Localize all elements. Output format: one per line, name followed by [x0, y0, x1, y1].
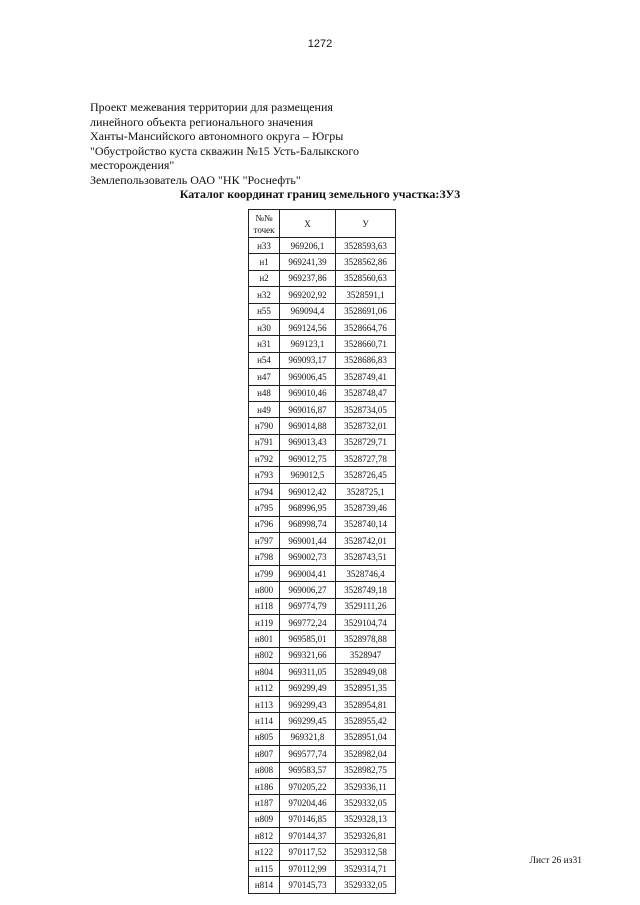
x-coordinate-cell: 969016,87: [280, 401, 336, 417]
table-row: [249, 319, 396, 335]
table-row: [249, 352, 396, 368]
table-row: [249, 664, 396, 680]
point-number-cell: н792: [249, 451, 280, 467]
x-coordinate-cell: 969012,5: [280, 467, 336, 483]
point-number-cell: н114: [249, 713, 280, 729]
x-coordinate-cell: 969321,8: [280, 729, 336, 745]
point-number-cell: н809: [249, 811, 280, 827]
x-coordinate-cell: 969585,01: [280, 631, 336, 647]
point-number-cell: н112: [249, 680, 280, 696]
x-coordinate-cell: 968998,74: [280, 516, 336, 532]
y-coordinate-cell: 3528686,83: [336, 352, 396, 368]
table-row: [249, 877, 396, 893]
point-number-cell: н32: [249, 287, 280, 303]
header-line: линейного объекта регионального значения: [90, 114, 314, 129]
point-number-cell: н805: [249, 729, 280, 745]
table-row: [249, 336, 396, 352]
point-number-cell: н30: [249, 319, 280, 335]
table-header-row: [249, 210, 396, 238]
table-row: [249, 451, 396, 467]
x-coordinate-cell: 969311,05: [280, 664, 336, 680]
y-coordinate-cell: 3528742,01: [336, 533, 396, 549]
coordinates-table: [248, 209, 396, 894]
column-header-point-number-label: №№ точек: [253, 212, 275, 235]
y-coordinate-cell: 3529328,13: [336, 811, 396, 827]
x-coordinate-cell: 969012,42: [280, 483, 336, 499]
y-coordinate-cell: 3528664,76: [336, 319, 396, 335]
point-number-cell: н48: [249, 385, 280, 401]
point-number-cell: н115: [249, 860, 280, 876]
table-row: [249, 828, 396, 844]
header-line: "Обустройство куста скважин №15 Усть-Балыкского: [90, 143, 359, 158]
table-row: [249, 238, 396, 254]
x-coordinate-cell: 970117,52: [280, 844, 336, 860]
catalog-title: Каталог координат границ земельного участка:ЗУ3: [179, 187, 461, 201]
point-number-cell: н797: [249, 533, 280, 549]
x-coordinate-cell: 969094,4: [280, 303, 336, 319]
y-coordinate-cell: 3528562,86: [336, 254, 396, 270]
x-coordinate-cell: 969321,66: [280, 647, 336, 663]
x-coordinate-cell: 969299,49: [280, 680, 336, 696]
y-coordinate-cell: 3528729,71: [336, 434, 396, 450]
table-row: [249, 565, 396, 581]
table-row: [249, 254, 396, 270]
x-coordinate-cell: 969577,74: [280, 746, 336, 762]
y-coordinate-cell: 3529111,26: [336, 598, 396, 614]
point-number-cell: н119: [249, 614, 280, 630]
table-row: [249, 467, 396, 483]
y-coordinate-cell: 3529314,71: [336, 860, 396, 876]
y-coordinate-cell: 3529326,81: [336, 828, 396, 844]
y-coordinate-cell: 3528727,78: [336, 451, 396, 467]
point-number-cell: н31: [249, 336, 280, 352]
x-coordinate-cell: 969206,1: [280, 238, 336, 254]
point-number-cell: н47: [249, 369, 280, 385]
x-coordinate-cell: 969001,44: [280, 533, 336, 549]
table-row: [249, 631, 396, 647]
x-coordinate-cell: 969583,57: [280, 762, 336, 778]
y-coordinate-cell: 3529312,58: [336, 844, 396, 860]
x-coordinate-cell: 969124,56: [280, 319, 336, 335]
y-coordinate-cell: 3528954,81: [336, 696, 396, 712]
table-row: [249, 746, 396, 762]
point-number-cell: н814: [249, 877, 280, 893]
y-coordinate-cell: 3528740,14: [336, 516, 396, 532]
point-number-cell: н793: [249, 467, 280, 483]
y-coordinate-cell: 3528732,01: [336, 418, 396, 434]
table-row: [249, 549, 396, 565]
table-row: [249, 483, 396, 499]
y-coordinate-cell: 3528951,35: [336, 680, 396, 696]
x-coordinate-cell: 969774,79: [280, 598, 336, 614]
y-coordinate-cell: 3528951,04: [336, 729, 396, 745]
y-coordinate-cell: 3529332,05: [336, 795, 396, 811]
point-number-cell: н800: [249, 582, 280, 598]
table-row: [249, 811, 396, 827]
table-row: [249, 582, 396, 598]
column-header-y: У: [336, 210, 396, 238]
x-coordinate-cell: 969299,45: [280, 713, 336, 729]
table-row: [249, 844, 396, 860]
point-number-cell: н795: [249, 500, 280, 516]
sheet-label: Лист 26 из31: [529, 856, 582, 866]
point-number-cell: н2: [249, 270, 280, 286]
x-coordinate-cell: 969013,43: [280, 434, 336, 450]
table-row: [249, 778, 396, 794]
x-coordinate-cell: 969093,17: [280, 352, 336, 368]
y-coordinate-cell: 3528749,18: [336, 582, 396, 598]
table-row: [249, 713, 396, 729]
y-coordinate-cell: 3528660,71: [336, 336, 396, 352]
table-row: [249, 795, 396, 811]
table-row: [249, 385, 396, 401]
x-coordinate-cell: 969123,1: [280, 336, 336, 352]
x-coordinate-cell: 969014,88: [280, 418, 336, 434]
table-row: [249, 860, 396, 876]
y-coordinate-cell: 3528591,1: [336, 287, 396, 303]
x-coordinate-cell: 969006,45: [280, 369, 336, 385]
x-coordinate-cell: 970204,46: [280, 795, 336, 811]
x-coordinate-cell: 969299,43: [280, 696, 336, 712]
table-row: [249, 516, 396, 532]
y-coordinate-cell: 3528955,42: [336, 713, 396, 729]
y-coordinate-cell: 3528949,08: [336, 664, 396, 680]
table-row: [249, 434, 396, 450]
column-header-point-number: [249, 210, 280, 238]
column-header-x: X: [280, 210, 336, 238]
y-coordinate-cell: 3528739,46: [336, 500, 396, 516]
point-number-cell: н812: [249, 828, 280, 844]
table-row: [249, 647, 396, 663]
x-coordinate-cell: 970205,22: [280, 778, 336, 794]
y-coordinate-cell: 3528743,51: [336, 549, 396, 565]
page-number: 1272: [307, 38, 333, 50]
point-number-cell: н187: [249, 795, 280, 811]
x-coordinate-cell: 970146,85: [280, 811, 336, 827]
x-coordinate-cell: 970144,37: [280, 828, 336, 844]
header-line: Ханты-Мансийского автономного округа – Югры: [90, 129, 344, 143]
y-coordinate-cell: 3528978,88: [336, 631, 396, 647]
table-row: [249, 500, 396, 516]
y-coordinate-cell: 3528748,47: [336, 385, 396, 401]
table-row: [249, 270, 396, 286]
y-coordinate-cell: 3528726,45: [336, 467, 396, 483]
y-coordinate-cell: 3528691,06: [336, 303, 396, 319]
x-coordinate-cell: 969002,73: [280, 549, 336, 565]
x-coordinate-cell: 969010,46: [280, 385, 336, 401]
point-number-cell: н54: [249, 352, 280, 368]
point-number-cell: н801: [249, 631, 280, 647]
table-row: [249, 729, 396, 745]
y-coordinate-cell: 3528749,41: [336, 369, 396, 385]
table-row: [249, 287, 396, 303]
point-number-cell: н118: [249, 598, 280, 614]
table-row: [249, 401, 396, 417]
coordinates-table-body: [249, 238, 396, 894]
y-coordinate-cell: 3528734,05: [336, 401, 396, 417]
x-coordinate-cell: 970112,99: [280, 860, 336, 876]
point-number-cell: н49: [249, 401, 280, 417]
y-coordinate-cell: 3528593,63: [336, 238, 396, 254]
table-row: [249, 533, 396, 549]
table-row: [249, 598, 396, 614]
point-number-cell: н1: [249, 254, 280, 270]
table-row: [249, 680, 396, 696]
point-number-cell: н799: [249, 565, 280, 581]
y-coordinate-cell: 3528725,1: [336, 483, 396, 499]
y-coordinate-cell: 3529336,11: [336, 778, 396, 794]
x-coordinate-cell: 969004,41: [280, 565, 336, 581]
x-coordinate-cell: 969202,92: [280, 287, 336, 303]
x-coordinate-cell: 969772,24: [280, 614, 336, 630]
point-number-cell: н804: [249, 664, 280, 680]
table-row: [249, 614, 396, 630]
header-line: Землепользователь ОАО "НК "Роснефть": [90, 172, 301, 187]
point-number-cell: н802: [249, 647, 280, 663]
point-number-cell: н186: [249, 778, 280, 794]
x-coordinate-cell: 969006,27: [280, 582, 336, 598]
point-number-cell: н794: [249, 483, 280, 499]
x-coordinate-cell: 969241,39: [280, 254, 336, 270]
y-coordinate-cell: 3528560,63: [336, 270, 396, 286]
x-coordinate-cell: 968996,95: [280, 500, 336, 516]
x-coordinate-cell: 969012,75: [280, 451, 336, 467]
table-row: [249, 418, 396, 434]
point-number-cell: н113: [249, 696, 280, 712]
x-coordinate-cell: 969237,86: [280, 270, 336, 286]
y-coordinate-cell: 3528982,75: [336, 762, 396, 778]
y-coordinate-cell: 3528947: [336, 647, 396, 663]
y-coordinate-cell: 3528982,04: [336, 746, 396, 762]
point-number-cell: н796: [249, 516, 280, 532]
point-number-cell: н790: [249, 418, 280, 434]
point-number-cell: н55: [249, 303, 280, 319]
table-row: [249, 696, 396, 712]
header-line: месторождения": [90, 158, 175, 172]
table-row: [249, 762, 396, 778]
point-number-cell: н807: [249, 746, 280, 762]
point-number-cell: н122: [249, 844, 280, 860]
x-coordinate-cell: 970145,73: [280, 877, 336, 893]
y-coordinate-cell: 3529332,05: [336, 877, 396, 893]
table-row: [249, 303, 396, 319]
y-coordinate-cell: 3528746,4: [336, 565, 396, 581]
table-row: [249, 369, 396, 385]
document-header: [90, 100, 410, 187]
point-number-cell: н798: [249, 549, 280, 565]
header-line: Проект межевания территории для размещения: [90, 100, 333, 114]
point-number-cell: н808: [249, 762, 280, 778]
point-number-cell: н33: [249, 238, 280, 254]
point-number-cell: н791: [249, 434, 280, 450]
y-coordinate-cell: 3529104,74: [336, 614, 396, 630]
